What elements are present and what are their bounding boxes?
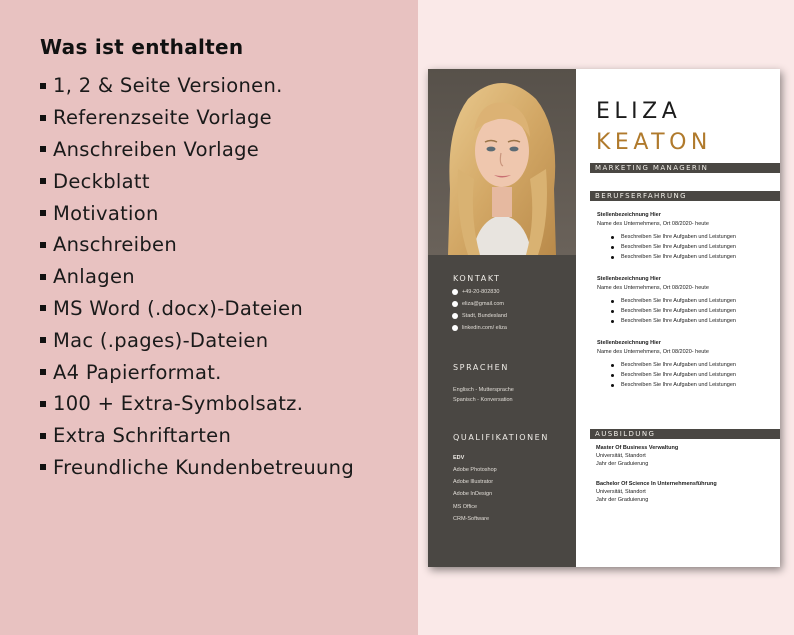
job-bullets xyxy=(597,360,777,390)
job-bullet xyxy=(611,242,777,252)
feature-label: Anschreiben xyxy=(53,233,177,257)
contact-email xyxy=(452,301,504,307)
location-icon xyxy=(452,313,458,319)
job-bullet-text: Beschreiben Sie Ihre Aufgaben und Leistungen xyxy=(621,318,736,324)
feature-list xyxy=(40,70,354,483)
feature-item xyxy=(40,165,354,197)
experience-bar xyxy=(590,191,780,201)
education-degree: Bachelor Of Science In Unternehmensführung xyxy=(596,481,717,487)
phone-icon xyxy=(452,289,458,295)
feature-label: Anlagen xyxy=(53,265,135,289)
job-title: Stellenbezeichnung Hier xyxy=(597,276,661,282)
bullet-icon xyxy=(40,305,46,311)
job-bullet xyxy=(611,316,777,326)
contact-phone xyxy=(452,289,499,295)
job-bullet-text: Beschreiben Sie Ihre Aufgaben und Leistungen xyxy=(621,308,736,314)
feature-label: 100 + Extra-Symbolsatz. xyxy=(53,392,304,416)
feature-label: Mac (.pages)-Dateien xyxy=(53,328,269,352)
education-year: Jahr der Graduierung xyxy=(596,461,649,467)
job-bullet-text: Beschreiben Sie Ihre Aufgaben und Leistungen xyxy=(621,244,736,250)
contact-linkedin xyxy=(452,325,507,331)
feature-item xyxy=(40,452,354,484)
education-school: Universität, Standort xyxy=(596,453,646,459)
language-item: Spanisch - Konversation xyxy=(453,397,513,403)
job-bullets xyxy=(597,232,777,262)
job-bullet xyxy=(611,380,777,390)
bullet-icon xyxy=(40,369,46,375)
experience-heading: BERUFSERFAHRUNG xyxy=(595,192,687,200)
resume-last-name: KEATON xyxy=(596,130,712,155)
role-title: MARKETING MANAGERIN xyxy=(595,164,709,172)
feature-label: Deckblatt xyxy=(53,169,150,193)
feature-item xyxy=(40,70,354,102)
education-entry xyxy=(596,481,776,503)
languages-heading: SPRACHEN xyxy=(453,363,509,372)
feature-label: Extra Schriftarten xyxy=(53,424,232,448)
bullet-icon xyxy=(40,242,46,248)
job-entry xyxy=(597,212,777,262)
bullet-icon xyxy=(40,210,46,216)
feature-label: A4 Papierformat. xyxy=(53,360,222,384)
feature-item xyxy=(40,324,354,356)
email-icon xyxy=(452,301,458,307)
contact-linkedin-text: linkedin.com/ eliza xyxy=(462,325,507,331)
job-company: Name des Unternehmens, Ort 08/2020- heute xyxy=(597,349,709,355)
bullet-dot-icon xyxy=(611,384,614,387)
job-entry xyxy=(597,340,777,390)
bullet-dot-icon xyxy=(611,256,614,259)
job-company: Name des Unternehmens, Ort 08/2020- heute xyxy=(597,285,709,291)
education-entry xyxy=(596,445,776,467)
bullet-icon xyxy=(40,146,46,152)
job-bullets xyxy=(597,296,777,326)
qualifications-heading: QUALIFIKATIONEN xyxy=(453,433,549,442)
job-title: Stellenbezeichnung Hier xyxy=(597,212,661,218)
bullet-dot-icon xyxy=(611,310,614,313)
feature-item xyxy=(40,356,354,388)
bullet-dot-icon xyxy=(611,320,614,323)
job-entry xyxy=(597,276,777,326)
job-bullet xyxy=(611,232,777,242)
contact-phone-text: +49-20-802830 xyxy=(462,289,500,295)
qualification-item: Adobe Photoshop xyxy=(453,467,497,473)
job-bullet-text: Beschreiben Sie Ihre Aufgaben und Leistungen xyxy=(621,298,736,304)
language-item: Englisch - Muttersprache xyxy=(453,387,514,393)
education-bar xyxy=(590,429,780,439)
resume-sidebar xyxy=(428,69,576,567)
qualification-item: Adobe Illustrator xyxy=(453,479,494,485)
education-year: Jahr der Graduierung xyxy=(596,497,649,503)
job-company: Name des Unternehmens, Ort 08/2020- heute xyxy=(597,221,709,227)
job-bullet-text: Beschreiben Sie Ihre Aufgaben und Leistungen xyxy=(621,254,736,260)
qualification-item: Adobe InDesign xyxy=(453,491,493,497)
job-bullet xyxy=(611,360,777,370)
feature-item xyxy=(40,388,354,420)
job-bullet-text: Beschreiben Sie Ihre Aufgaben und Leistungen xyxy=(621,362,736,368)
feature-item xyxy=(40,229,354,261)
bullet-dot-icon xyxy=(611,364,614,367)
feature-item xyxy=(40,134,354,166)
contact-location xyxy=(452,313,507,319)
role-bar xyxy=(590,163,780,173)
feature-label: 1, 2 & Seite Versionen. xyxy=(53,74,283,98)
feature-item xyxy=(40,197,354,229)
feature-item xyxy=(40,293,354,325)
job-bullet-text: Beschreiben Sie Ihre Aufgaben und Leistungen xyxy=(621,382,736,388)
bullet-icon xyxy=(40,115,46,121)
job-bullet xyxy=(611,370,777,380)
job-bullet-text: Beschreiben Sie Ihre Aufgaben und Leistungen xyxy=(621,234,736,240)
job-bullet xyxy=(611,296,777,306)
job-bullet xyxy=(611,252,777,262)
bullet-icon xyxy=(40,401,46,407)
contact-heading: KONTAKT xyxy=(453,274,501,283)
bullet-dot-icon xyxy=(611,246,614,249)
bullet-icon xyxy=(40,274,46,280)
job-title: Stellenbezeichnung Hier xyxy=(597,340,661,346)
bullet-dot-icon xyxy=(611,236,614,239)
bullet-dot-icon xyxy=(611,374,614,377)
qualification-item: MS Office xyxy=(453,504,478,510)
qualification-item: CRM-Software xyxy=(453,516,490,522)
contact-email-text: eliza@gmail.com xyxy=(462,301,504,307)
feature-label: Freundliche Kundenbetreuung xyxy=(53,455,355,479)
feature-label: Anschreiben Vorlage xyxy=(53,137,260,161)
job-bullet-text: Beschreiben Sie Ihre Aufgaben und Leistungen xyxy=(621,372,736,378)
profile-photo xyxy=(428,69,576,255)
education-degree: Master Of Business Verwaltung xyxy=(596,445,679,451)
bullet-icon xyxy=(40,178,46,184)
feature-label: Motivation xyxy=(53,201,159,225)
resume-first-name: ELIZA xyxy=(596,99,682,124)
promo-heading: Was ist enthalten xyxy=(40,35,244,59)
qualification-item: EDV xyxy=(453,455,465,461)
education-heading: AUSBILDUNG xyxy=(595,430,656,438)
feature-label: Referenzseite Vorlage xyxy=(53,106,272,130)
job-bullet xyxy=(611,306,777,316)
bullet-icon xyxy=(40,83,46,89)
bullet-icon xyxy=(40,433,46,439)
feature-label: MS Word (.docx)-Dateien xyxy=(53,296,304,320)
linkedin-icon xyxy=(452,325,458,331)
bullet-icon xyxy=(40,337,46,343)
bullet-icon xyxy=(40,464,46,470)
resume-preview xyxy=(428,69,780,567)
feature-item xyxy=(40,420,354,452)
contact-location-text: Stadt, Bundesland xyxy=(462,313,507,319)
feature-item xyxy=(40,102,354,134)
feature-item xyxy=(40,261,354,293)
education-school: Universität, Standort xyxy=(596,489,646,495)
bullet-dot-icon xyxy=(611,300,614,303)
